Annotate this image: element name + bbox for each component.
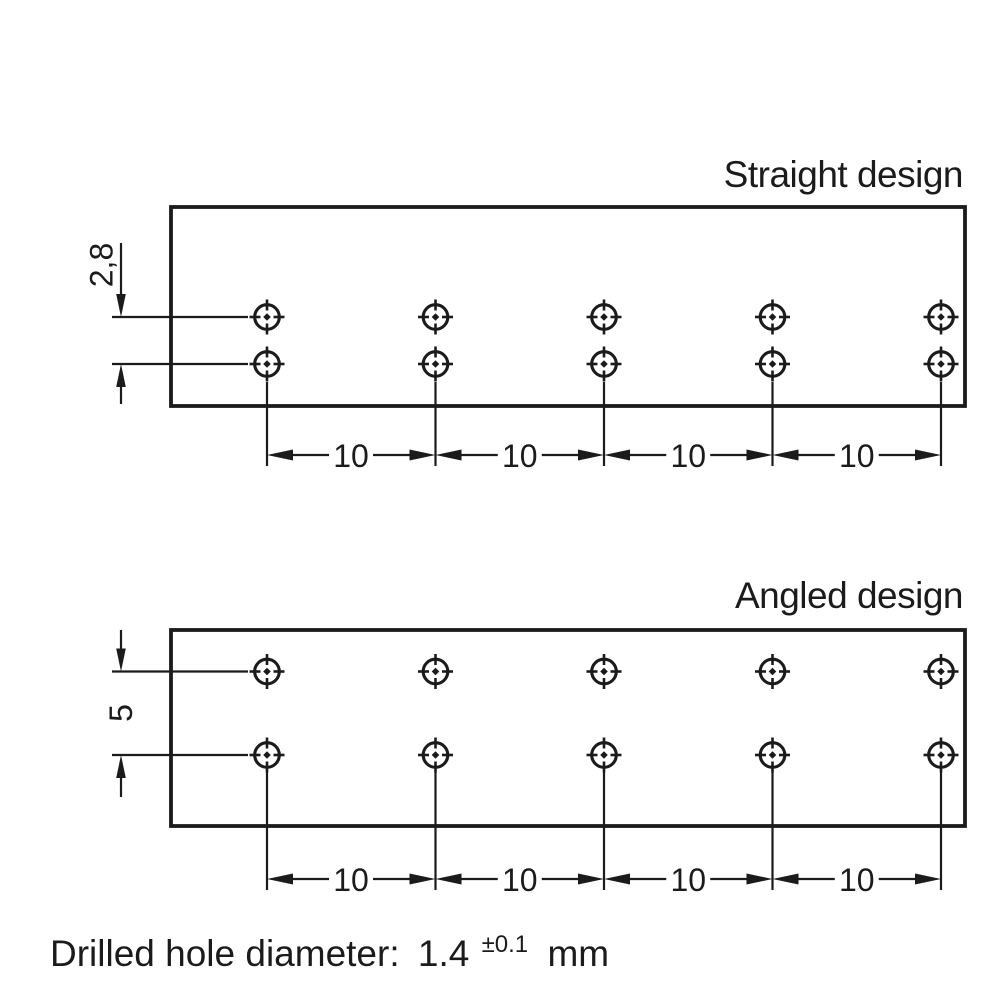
pitch-value: 10 <box>670 862 707 898</box>
straight-design-diagram <box>84 154 966 474</box>
pitch-value: 10 <box>670 438 707 474</box>
straight-plate-outline <box>171 207 965 406</box>
drill-hole-marker <box>250 300 285 335</box>
drill-hole-marker <box>924 347 959 382</box>
drill-hole-marker <box>755 654 790 689</box>
note-diameter-value: 1.4 <box>417 933 470 974</box>
drill-hole-marker <box>250 738 285 773</box>
pitch-value: 10 <box>501 862 538 898</box>
drill-hole-marker <box>755 347 790 382</box>
angled-row-pitch-value: 5 <box>103 704 139 722</box>
drill-hole-marker <box>587 738 622 773</box>
pitch-value: 10 <box>838 862 875 898</box>
drill-hole-marker <box>418 347 453 382</box>
straight-hole-grid <box>250 300 959 382</box>
straight-row-pitch-dimension <box>84 243 249 404</box>
drill-hole-marker <box>250 654 285 689</box>
angled-row-pitch-dimension <box>103 630 248 797</box>
drill-hole-marker <box>924 654 959 689</box>
pitch-value: 10 <box>501 438 538 474</box>
note-tolerance-superscript: ±0.1 <box>481 931 529 958</box>
note-label-text: Drilled hole diameter: <box>50 933 400 974</box>
drill-hole-marker <box>587 654 622 689</box>
drill-hole-marker <box>924 300 959 335</box>
drill-hole-marker <box>755 738 790 773</box>
pitch-value: 10 <box>333 438 369 474</box>
pitch-value: 10 <box>838 438 875 474</box>
drilled-hole-diameter-note <box>50 919 609 974</box>
arrow-down-icon <box>116 649 126 672</box>
straight-column-pitch-chain <box>267 382 941 474</box>
drill-hole-marker <box>587 347 622 382</box>
drill-hole-marker <box>587 300 622 335</box>
note-unit: mm <box>547 933 610 974</box>
pitch-value: 10 <box>333 862 369 898</box>
angled-hole-grid <box>250 654 959 773</box>
angled-column-pitch-chain <box>267 772 941 898</box>
angled-plate-outline <box>171 630 965 826</box>
drill-hole-marker <box>250 347 285 382</box>
drill-hole-marker <box>418 654 453 689</box>
drill-hole-marker <box>755 300 790 335</box>
drill-hole-marker <box>418 300 453 335</box>
angled-design-diagram <box>103 575 965 898</box>
angled-design-title: Angled design <box>734 575 963 616</box>
arrow-down-icon <box>116 294 126 317</box>
drill-hole-marker <box>924 738 959 773</box>
arrow-up-icon <box>116 364 126 387</box>
drill-hole-marker <box>418 738 453 773</box>
arrow-up-icon <box>116 755 126 778</box>
straight-row-pitch-value: 2,8 <box>83 242 120 288</box>
straight-design-title: Straight design <box>723 154 963 195</box>
